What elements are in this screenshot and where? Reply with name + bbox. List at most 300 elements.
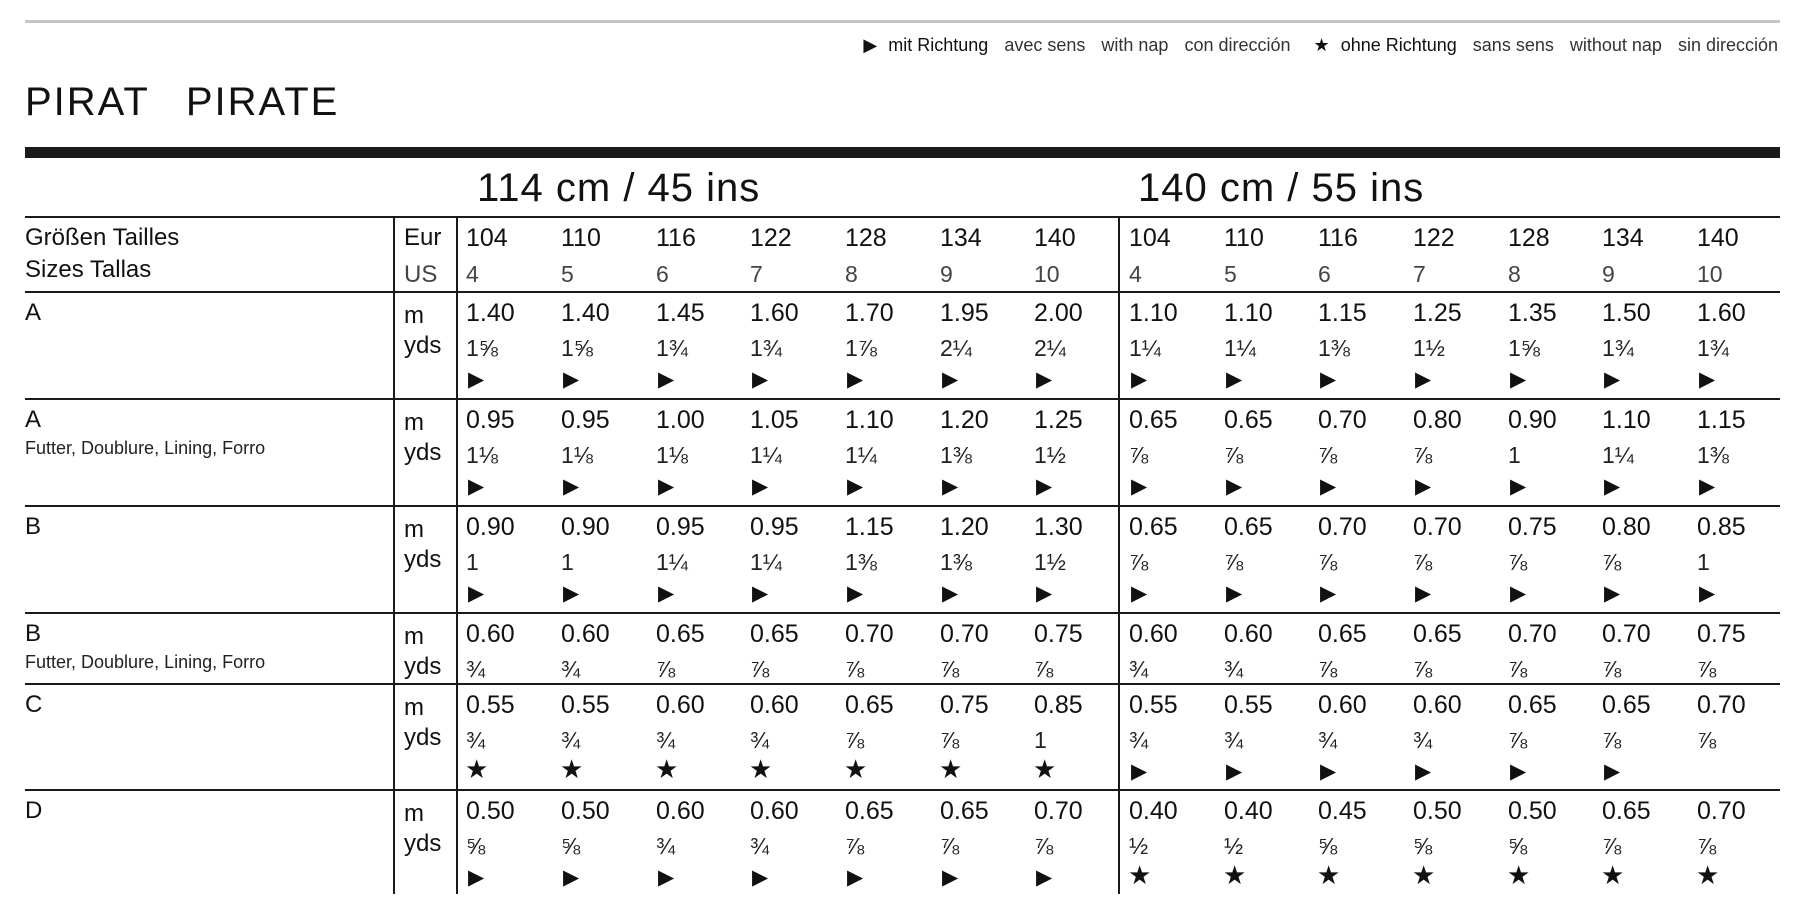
- legend-without-nap-es: sin dirección: [1677, 35, 1778, 55]
- meters-value: 0.60: [750, 797, 799, 825]
- meters-value: 0.65: [940, 797, 989, 825]
- yards-value: 1½: [1034, 549, 1066, 575]
- top-rule: [25, 20, 1780, 23]
- yards-value: 1¼: [1224, 335, 1256, 361]
- meters-value: 0.70: [940, 620, 989, 648]
- with-nap-arrow-icon: ▶: [658, 582, 675, 605]
- column-divider: [1118, 216, 1120, 894]
- unit-meters: m: [404, 302, 424, 329]
- yards-value: ¾: [656, 727, 676, 753]
- size-eur: 128: [1508, 224, 1550, 252]
- meters-value: 1.50: [1602, 299, 1651, 327]
- yards-value: ⅞: [1602, 656, 1622, 682]
- yards-value: 1: [1508, 442, 1521, 468]
- with-nap-arrow-icon: ▶: [942, 368, 959, 391]
- row-sublabel: Futter, Doublure, Lining, Forro: [25, 652, 266, 672]
- without-nap-star-icon: ★: [465, 754, 489, 784]
- nap-legend: [845, 35, 1778, 56]
- row-divider: [25, 789, 1780, 791]
- size-us: 5: [1224, 261, 1237, 287]
- yards-value: 1: [561, 549, 574, 575]
- meters-value: 0.70: [1318, 513, 1367, 541]
- row-label: D: [25, 797, 43, 824]
- meters-value: 0.90: [1508, 406, 1557, 434]
- with-nap-arrow-icon: ▶: [1131, 582, 1148, 605]
- yards-value: 2¼: [1034, 335, 1066, 361]
- with-nap-arrow-icon: ▶: [1510, 760, 1527, 783]
- size-eur: 140: [1034, 224, 1076, 252]
- legend-with-nap-es: con dirección: [1184, 35, 1291, 55]
- size-eur: 128: [845, 224, 887, 252]
- meters-value: 0.55: [466, 691, 515, 719]
- yards-value: 1⅜: [1318, 335, 1350, 361]
- yards-value: ⅞: [845, 833, 865, 859]
- yards-value: ⅞: [845, 727, 865, 753]
- meters-value: 2.00: [1034, 299, 1083, 327]
- with-nap-arrow-icon: ▶: [658, 866, 675, 889]
- meters-value: 0.55: [1129, 691, 1178, 719]
- with-nap-arrow-icon: ▶: [563, 866, 580, 889]
- yards-value: 1¾: [1602, 335, 1634, 361]
- with-nap-arrow-icon: ▶: [658, 475, 675, 498]
- yards-value: ⅝: [1508, 833, 1528, 859]
- size-us: 4: [1129, 261, 1142, 287]
- yards-value: 1¼: [750, 549, 782, 575]
- with-nap-arrow-icon: ▶: [658, 368, 675, 391]
- without-nap-star-icon: ★: [1033, 754, 1057, 784]
- with-nap-arrow-icon: ▶: [468, 368, 485, 391]
- meters-value: 1.10: [1129, 299, 1178, 327]
- without-nap-star-icon: ★: [844, 754, 868, 784]
- yards-value: ¾: [1413, 727, 1433, 753]
- without-nap-star-icon: ★: [1128, 860, 1152, 890]
- yards-value: ½: [1129, 833, 1149, 859]
- yards-value: ⅞: [1034, 656, 1054, 682]
- row-label: C: [25, 691, 43, 718]
- yards-value: ⅞: [1129, 442, 1149, 468]
- meters-value: 0.50: [466, 797, 515, 825]
- yards-value: 1¾: [1697, 335, 1729, 361]
- with-nap-arrow-icon: ▶: [1415, 368, 1432, 391]
- with-nap-arrow-icon: ▶: [942, 475, 959, 498]
- unit-meters: m: [404, 623, 424, 650]
- unit-meters: m: [404, 694, 424, 721]
- without-nap-star-icon: ★: [1601, 860, 1625, 890]
- column-divider: [456, 216, 458, 894]
- with-nap-arrow-icon: ▶: [1699, 475, 1716, 498]
- meters-value: 1.70: [845, 299, 894, 327]
- heavy-divider: [25, 147, 1780, 158]
- size-us: 6: [656, 261, 669, 287]
- size-eur: 116: [656, 224, 696, 252]
- row-divider: [25, 683, 1780, 685]
- size-eur: 110: [1224, 224, 1264, 252]
- meters-value: 0.60: [466, 620, 515, 648]
- size-us: 6: [1318, 261, 1331, 287]
- meters-value: 0.65: [845, 691, 894, 719]
- yards-value: ⅞: [1602, 727, 1622, 753]
- with-nap-arrow-icon: ▶: [1604, 475, 1621, 498]
- meters-value: 1.25: [1413, 299, 1462, 327]
- meters-value: 0.75: [1508, 513, 1557, 541]
- us-label: US: [404, 261, 438, 288]
- meters-value: 1.00: [656, 406, 705, 434]
- meters-value: 0.65: [1129, 513, 1178, 541]
- unit-yards: yds: [404, 546, 442, 573]
- with-nap-arrow-icon: ▶: [847, 475, 864, 498]
- with-nap-arrow-icon: ▶: [1036, 582, 1053, 605]
- meters-value: 0.70: [845, 620, 894, 648]
- yards-value: ⅞: [1697, 727, 1717, 753]
- row-label: B: [25, 620, 42, 647]
- size-us: 9: [1602, 261, 1615, 287]
- with-nap-arrow-icon: ▶: [563, 368, 580, 391]
- with-nap-arrow-icon: ▶: [1699, 582, 1716, 605]
- fabric-width-114: 114 cm / 45 ins: [477, 166, 761, 210]
- size-us: 7: [750, 261, 763, 287]
- yards-value: ⅝: [1413, 833, 1433, 859]
- meters-value: 1.15: [845, 513, 894, 541]
- yards-value: ⅞: [1508, 549, 1528, 575]
- with-nap-arrow-icon: ▶: [863, 35, 878, 55]
- with-nap-arrow-icon: ▶: [847, 368, 864, 391]
- meters-value: 1.20: [940, 513, 989, 541]
- meters-value: 0.65: [1602, 691, 1651, 719]
- size-us: 9: [940, 261, 953, 287]
- yards-value: 1⅞: [845, 335, 877, 361]
- size-label-line2: Sizes Tallas: [25, 256, 152, 283]
- yards-value: ⅞: [845, 656, 865, 682]
- with-nap-arrow-icon: ▶: [1131, 760, 1148, 783]
- meters-value: 1.10: [1602, 406, 1651, 434]
- yards-value: ⅞: [1413, 549, 1433, 575]
- with-nap-arrow-icon: ▶: [1604, 760, 1621, 783]
- legend-without-nap-en: without nap: [1569, 35, 1662, 55]
- yards-value: 2¼: [940, 335, 972, 361]
- with-nap-arrow-icon: ▶: [1036, 368, 1053, 391]
- size-us: 10: [1034, 261, 1060, 287]
- yards-value: ¾: [1224, 727, 1244, 753]
- unit-yards: yds: [404, 830, 442, 857]
- yards-value: ¾: [656, 833, 676, 859]
- yards-value: 1⅛: [656, 442, 688, 468]
- with-nap-arrow-icon: ▶: [563, 582, 580, 605]
- meters-value: 0.60: [1413, 691, 1462, 719]
- yards-value: ⅞: [1413, 656, 1433, 682]
- yards-value: 1⅝: [1508, 335, 1540, 361]
- without-nap-star-icon: ★: [1223, 860, 1247, 890]
- with-nap-arrow-icon: ▶: [1320, 760, 1337, 783]
- yards-value: ⅞: [1602, 833, 1622, 859]
- size-eur: 122: [1413, 224, 1455, 252]
- without-nap-star-icon: ★: [749, 754, 773, 784]
- yards-value: ⅞: [656, 656, 676, 682]
- meters-value: 0.80: [1413, 406, 1462, 434]
- legend-with-nap-en: with nap: [1101, 35, 1169, 55]
- size-eur: 140: [1697, 224, 1739, 252]
- meters-value: 1.05: [750, 406, 799, 434]
- meters-value: 0.45: [1318, 797, 1367, 825]
- meters-value: 0.90: [466, 513, 515, 541]
- without-nap-star-icon: ★: [1313, 35, 1330, 55]
- with-nap-arrow-icon: ▶: [468, 582, 485, 605]
- meters-value: 0.70: [1413, 513, 1462, 541]
- with-nap-arrow-icon: ▶: [942, 582, 959, 605]
- size-us: 4: [466, 261, 479, 287]
- yards-value: ⅝: [466, 833, 486, 859]
- row-label: B: [25, 513, 42, 540]
- yards-value: 1⅜: [940, 549, 972, 575]
- meters-value: 1.40: [466, 299, 515, 327]
- row-divider: [25, 612, 1780, 614]
- yards-value: ¾: [1129, 656, 1149, 682]
- with-nap-arrow-icon: ▶: [1131, 368, 1148, 391]
- unit-meters: m: [404, 409, 424, 436]
- meters-value: 0.70: [1697, 691, 1746, 719]
- with-nap-arrow-icon: ▶: [563, 475, 580, 498]
- yards-value: ¾: [750, 727, 770, 753]
- meters-value: 1.20: [940, 406, 989, 434]
- without-nap-star-icon: ★: [1507, 860, 1531, 890]
- with-nap-arrow-icon: ▶: [1320, 582, 1337, 605]
- meters-value: 0.80: [1602, 513, 1651, 541]
- yards-value: ⅝: [1318, 833, 1338, 859]
- with-nap-arrow-icon: ▶: [847, 866, 864, 889]
- meters-value: 0.85: [1034, 691, 1083, 719]
- yards-value: ⅞: [750, 656, 770, 682]
- unit-yards: yds: [404, 724, 442, 751]
- meters-value: 0.70: [1697, 797, 1746, 825]
- yards-value: 1⅝: [466, 335, 498, 361]
- meters-value: 1.60: [750, 299, 799, 327]
- yards-value: ⅞: [1508, 656, 1528, 682]
- without-nap-star-icon: ★: [655, 754, 679, 784]
- size-eur: 110: [561, 224, 601, 252]
- yards-value: 1⅝: [561, 335, 593, 361]
- with-nap-arrow-icon: ▶: [1699, 368, 1716, 391]
- yards-value: 1½: [1413, 335, 1445, 361]
- yards-value: 1¾: [750, 335, 782, 361]
- yards-value: 1: [1034, 727, 1047, 753]
- size-us: 8: [845, 261, 858, 287]
- yards-value: ⅞: [1602, 549, 1622, 575]
- yards-value: ⅞: [1224, 442, 1244, 468]
- meters-value: 1.25: [1034, 406, 1083, 434]
- with-nap-arrow-icon: ▶: [1226, 475, 1243, 498]
- title-de: PIRAT: [25, 80, 150, 124]
- with-nap-arrow-icon: ▶: [752, 368, 769, 391]
- with-nap-arrow-icon: ▶: [752, 866, 769, 889]
- meters-value: 0.70: [1508, 620, 1557, 648]
- size-eur: 116: [1318, 224, 1358, 252]
- legend-with-nap-fr: avec sens: [1004, 35, 1086, 55]
- with-nap-arrow-icon: ▶: [1415, 760, 1432, 783]
- with-nap-arrow-icon: ▶: [1415, 582, 1432, 605]
- without-nap-star-icon: ★: [1317, 860, 1341, 890]
- meters-value: 0.95: [750, 513, 799, 541]
- meters-value: 0.70: [1602, 620, 1651, 648]
- yards-value: ⅞: [1318, 549, 1338, 575]
- meters-value: 0.75: [1034, 620, 1083, 648]
- with-nap-arrow-icon: ▶: [1604, 582, 1621, 605]
- legend-without-nap-fr: sans sens: [1472, 35, 1554, 55]
- yards-value: ½: [1224, 833, 1244, 859]
- without-nap-star-icon: ★: [1696, 860, 1720, 890]
- legend-without-nap-de: ohne Richtung: [1340, 35, 1457, 55]
- column-divider: [393, 216, 395, 894]
- unit-yards: yds: [404, 439, 442, 466]
- meters-value: 0.65: [656, 620, 705, 648]
- size-eur: 104: [1129, 224, 1171, 252]
- meters-value: 0.65: [1318, 620, 1367, 648]
- with-nap-arrow-icon: ▶: [468, 475, 485, 498]
- row-divider: [25, 291, 1780, 293]
- yards-value: 1: [466, 549, 479, 575]
- meters-value: 0.50: [1413, 797, 1462, 825]
- row-divider: [25, 398, 1780, 400]
- meters-value: 0.60: [656, 797, 705, 825]
- with-nap-arrow-icon: ▶: [468, 866, 485, 889]
- with-nap-arrow-icon: ▶: [1226, 368, 1243, 391]
- meters-value: 0.95: [466, 406, 515, 434]
- with-nap-arrow-icon: ▶: [1036, 475, 1053, 498]
- yards-value: ¾: [561, 656, 581, 682]
- with-nap-arrow-icon: ▶: [847, 582, 864, 605]
- size-us: 10: [1697, 261, 1723, 287]
- yards-value: ¾: [466, 656, 486, 682]
- with-nap-arrow-icon: ▶: [1510, 475, 1527, 498]
- with-nap-arrow-icon: ▶: [1131, 475, 1148, 498]
- yards-value: ¾: [561, 727, 581, 753]
- yards-value: 1½: [1034, 442, 1066, 468]
- without-nap-star-icon: ★: [560, 754, 584, 784]
- yards-value: ⅞: [940, 727, 960, 753]
- with-nap-arrow-icon: ▶: [1510, 368, 1527, 391]
- meters-value: 0.60: [561, 620, 610, 648]
- size-us: 5: [561, 261, 574, 287]
- meters-value: 0.40: [1129, 797, 1178, 825]
- meters-value: 0.95: [656, 513, 705, 541]
- yards-value: 1¾: [656, 335, 688, 361]
- row-label: A: [25, 299, 42, 326]
- yards-value: 1: [1697, 549, 1710, 575]
- yards-value: ⅞: [1224, 549, 1244, 575]
- meters-value: 1.40: [561, 299, 610, 327]
- size-eur: 104: [466, 224, 508, 252]
- row-divider: [25, 505, 1780, 507]
- meters-value: 0.65: [845, 797, 894, 825]
- with-nap-arrow-icon: ▶: [1036, 866, 1053, 889]
- meters-value: 0.65: [1508, 691, 1557, 719]
- yards-value: 1¼: [1602, 442, 1634, 468]
- meters-value: 0.85: [1697, 513, 1746, 541]
- meters-value: 1.60: [1697, 299, 1746, 327]
- with-nap-arrow-icon: ▶: [942, 866, 959, 889]
- yards-value: ⅞: [1697, 656, 1717, 682]
- size-eur: 122: [750, 224, 792, 252]
- meters-value: 1.45: [656, 299, 705, 327]
- row-divider: [25, 216, 1780, 218]
- meters-value: 0.60: [656, 691, 705, 719]
- meters-value: 0.65: [1224, 406, 1273, 434]
- yards-value: ⅝: [561, 833, 581, 859]
- yards-value: ¾: [466, 727, 486, 753]
- yards-value: ⅞: [1508, 727, 1528, 753]
- yards-value: 1⅛: [561, 442, 593, 468]
- unit-meters: m: [404, 516, 424, 543]
- row-label: A: [25, 406, 42, 433]
- meters-value: 0.65: [1602, 797, 1651, 825]
- meters-value: 0.50: [1508, 797, 1557, 825]
- meters-value: 0.55: [1224, 691, 1273, 719]
- fabric-width-140: 140 cm / 55 ins: [1138, 166, 1425, 210]
- legend-with-nap-de: mit Richtung: [888, 35, 989, 55]
- meters-value: 0.70: [1034, 797, 1083, 825]
- meters-value: 1.10: [1224, 299, 1273, 327]
- meters-value: 0.70: [1318, 406, 1367, 434]
- meters-value: 1.10: [845, 406, 894, 434]
- meters-value: 0.65: [1413, 620, 1462, 648]
- unit-yards: yds: [404, 653, 442, 680]
- meters-value: 0.40: [1224, 797, 1273, 825]
- meters-value: 0.60: [1224, 620, 1273, 648]
- with-nap-arrow-icon: ▶: [752, 475, 769, 498]
- meters-value: 0.60: [750, 691, 799, 719]
- with-nap-arrow-icon: ▶: [1415, 475, 1432, 498]
- size-us: 8: [1508, 261, 1521, 287]
- meters-value: 1.30: [1034, 513, 1083, 541]
- yards-value: ¾: [750, 833, 770, 859]
- eur-label: Eur: [404, 224, 442, 251]
- with-nap-arrow-icon: ▶: [1226, 582, 1243, 605]
- with-nap-arrow-icon: ▶: [1604, 368, 1621, 391]
- meters-value: 1.15: [1697, 406, 1746, 434]
- yards-value: ⅞: [1034, 833, 1054, 859]
- yards-value: ⅞: [1697, 833, 1717, 859]
- yards-value: ¾: [1129, 727, 1149, 753]
- yards-value: 1¼: [1129, 335, 1161, 361]
- meters-value: 0.60: [1318, 691, 1367, 719]
- yards-value: 1¼: [750, 442, 782, 468]
- unit-meters: m: [404, 800, 424, 827]
- yards-value: 1¼: [845, 442, 877, 468]
- size-label-line1: Größen Tailles: [25, 224, 180, 251]
- yards-value: ¾: [1224, 656, 1244, 682]
- size-us: 7: [1413, 261, 1426, 287]
- yards-value: 1¼: [656, 549, 688, 575]
- meters-value: 0.65: [1129, 406, 1178, 434]
- meters-value: 1.35: [1508, 299, 1557, 327]
- yards-value: 1⅜: [845, 549, 877, 575]
- yards-value: ⅞: [940, 656, 960, 682]
- with-nap-arrow-icon: ▶: [1226, 760, 1243, 783]
- meters-value: 0.75: [940, 691, 989, 719]
- yards-value: ⅞: [1413, 442, 1433, 468]
- meters-value: 0.90: [561, 513, 610, 541]
- row-sublabel: Futter, Doublure, Lining, Forro: [25, 438, 266, 458]
- with-nap-arrow-icon: ▶: [1320, 475, 1337, 498]
- page-title: [25, 80, 339, 125]
- yards-value: ⅞: [940, 833, 960, 859]
- meters-value: 1.95: [940, 299, 989, 327]
- yards-value: ⅞: [1129, 549, 1149, 575]
- meters-value: 0.65: [750, 620, 799, 648]
- meters-value: 0.75: [1697, 620, 1746, 648]
- unit-yards: yds: [404, 332, 442, 359]
- size-eur: 134: [1602, 224, 1644, 252]
- meters-value: 0.65: [1224, 513, 1273, 541]
- meters-value: 0.50: [561, 797, 610, 825]
